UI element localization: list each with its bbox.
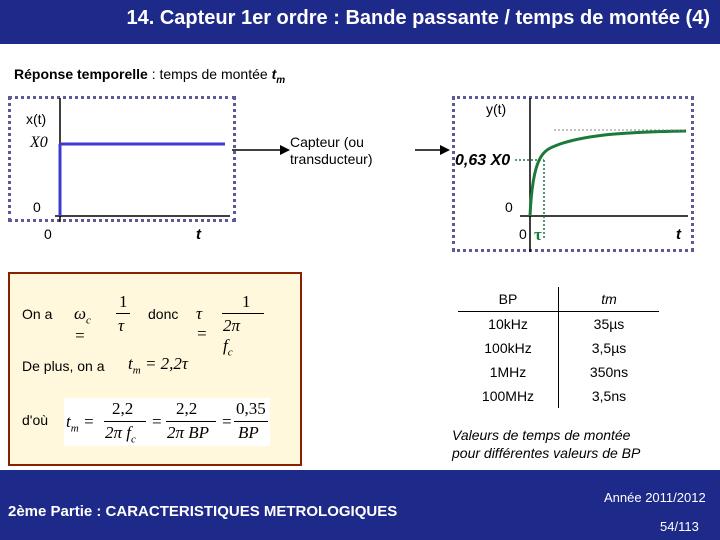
yt-label: y(t) [486,101,507,117]
table-cell: 35µs [593,316,625,332]
x0-label: X0 [30,134,48,151]
part-label: 2ème Partie : CARACTERISTIQUES METROLOGIQUES [8,503,398,520]
response-diagram [0,90,720,260]
table-row [458,312,659,337]
right-zero-x: 0 [519,226,527,242]
table-row [458,360,659,384]
arrow-out-head [440,145,450,155]
dou-text: d'où [22,412,49,428]
section-rest: : temps de montée [147,66,272,82]
tm-bandwidth-formula: $t_m$ = 2,2 2π $f_c$ = 2,2 2π BP = 0,35 BP [64,398,270,446]
table-cell: 3,5ns [591,388,627,404]
table-row [458,336,659,360]
table-row [458,384,659,408]
de-plus-text: De plus, on a [22,358,105,374]
sensor-block-line1: Capteur (ou [290,134,364,150]
on-a-text: On a [22,306,53,322]
arrow-in-head [280,145,290,155]
page-number: 54/113 [660,519,699,534]
table-caption-line2: pour différentes valeurs de BP [452,445,641,461]
tau-label: τ [534,225,542,244]
title-bar [0,0,720,44]
table-cell: 3,5µs [591,340,627,356]
donc-text: donc [148,306,179,322]
table-header-row [458,287,659,312]
table-cell: 350ns [589,364,629,380]
left-t-label: t [196,226,201,243]
rise-time-table [458,287,659,408]
section-subscript: m [276,74,286,86]
left-zero-y: 0 [33,199,41,215]
sensor-block-line2: transducteur) [290,151,373,167]
section-heading [14,66,285,86]
tm-formula: $t_m = 2,2\tau$ [128,354,188,377]
table-cell: 100MHz [458,384,559,408]
sensor-block [290,134,372,168]
level-label: 0,63 X0 [455,152,511,169]
right-zero-y: 0 [505,199,513,215]
xt-label: x(t) [26,111,47,127]
slide-title: 14. Capteur 1er ordre : Bande passante / temps de montée (4) [126,7,710,29]
header-bp: BP [458,287,559,312]
output-response-curve [530,131,686,216]
table-caption [452,426,640,462]
header-tm: tm [559,287,660,312]
table-caption-line1: Valeurs de temps de montée [452,427,631,443]
right-t-label: t [676,226,681,243]
footer-bar [0,470,720,540]
left-zero-x: 0 [44,226,52,242]
table-cell: 10kHz [458,312,559,337]
year-label: Année 2011/2012 [604,490,706,505]
section-label: Réponse temporelle [14,66,148,82]
table-cell: 100kHz [458,336,559,360]
table-cell: 1MHz [458,360,559,384]
section-symbol: t [271,66,277,82]
